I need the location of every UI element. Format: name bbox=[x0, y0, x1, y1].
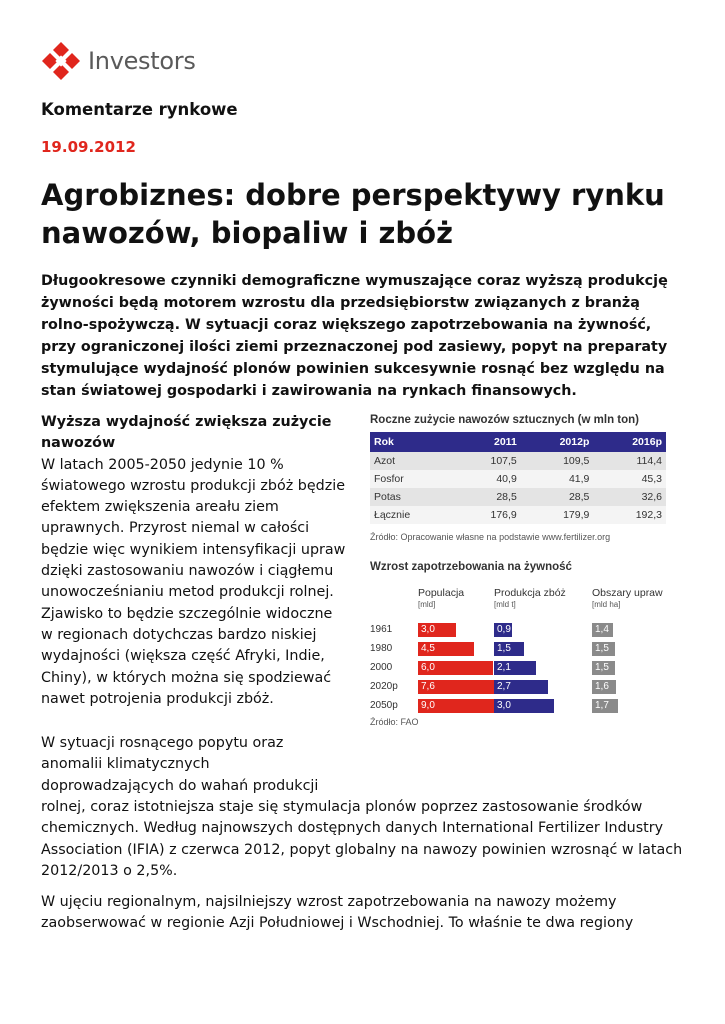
chart-bar: 3,0 bbox=[494, 699, 554, 713]
paragraph-1: W latach 2005-2050 jedynie 10 % światowego wzrostu produkcji zbóż będzie efektem zwiększenia areału ziem uprawnych. Przyrost niemal w całości będzie więc wynikiem intensyfikacji upraw dzięki zastosowaniu nawozów i ciągłemu unowocześnianiu metod produkcji rolnej. Zjawisko to będzie szczególnie widoczne w regionach dotychczas bardzo niskiej wydajności (większa część Afryki, Indie, Chiny), w których można się spodziewać nawet potrojenia produkcji zbóż. bbox=[41, 456, 346, 707]
paragraph-2-start: W sytuacji rosnącego popytu oraz anomalii klimatycznych doprowadzających do wahań produkcji bbox=[41, 735, 319, 794]
category-label: 2050p bbox=[370, 700, 398, 711]
chart-bar: 1,5 bbox=[592, 661, 615, 675]
chart-bar: 7,6 bbox=[418, 680, 513, 694]
table-header-cell: 2012p bbox=[521, 432, 594, 452]
table-cell: 28,5 bbox=[521, 488, 594, 506]
table-header-cell: Rok bbox=[370, 432, 455, 452]
paragraph-3: W ujęciu regionalnym, najsilniejszy wzrost zapotrzebowania na nawozy możemy zaobserwować w regionie Azji Południowej i Wschodniej. To właśnie te dwa regiony bbox=[41, 894, 634, 932]
chart-bar: 3,0 bbox=[418, 623, 456, 637]
table-row bbox=[370, 488, 666, 506]
table-cell: 107,5 bbox=[455, 452, 521, 470]
table-cell: 109,5 bbox=[521, 452, 594, 470]
series-unit: [mld] bbox=[418, 600, 436, 609]
chart-bar: 1,6 bbox=[592, 680, 616, 694]
page-title: Agrobiznes: dobre perspektywy rynku nawozów, biopaliw i zbóż bbox=[41, 178, 665, 250]
lead-paragraph: Długookresowe czynniki demograficzne wymuszające coraz wyższą produkcję żywności będą motorem wzrostu dla przedsiębiorstw związanych z branżą rolno-spożywczą. W sytuacji coraz większego zapotrzebowania na żywność, przy ograniczonej ilości ziemi przeznaczonej pod zasiewy, popyt na preparaty stymulujące wydajność plonów powinien sukcesywnie rosnąć bez względu na stan światowej gospodarki i zawirowania na rynkach finansowych. bbox=[41, 273, 668, 399]
table-title: Roczne zużycie nawozów sztucznych (w mln ton) bbox=[370, 414, 639, 426]
table-cell: 192,3 bbox=[593, 506, 666, 524]
series-name: Produkcja zbóż bbox=[494, 587, 566, 599]
chart-bar: 1,5 bbox=[592, 642, 615, 656]
series-name: Obszary upraw bbox=[592, 587, 663, 599]
table-cell: 32,6 bbox=[593, 488, 666, 506]
fertilizer-table bbox=[370, 432, 666, 524]
table-cell: Fosfor bbox=[370, 470, 455, 488]
chart-bar: 0,9 bbox=[494, 623, 512, 637]
subheading: Wyższa wydajność zwiększa zużycie nawozów bbox=[41, 414, 332, 452]
series-name: Populacja bbox=[418, 587, 465, 599]
chart-bar: 1,5 bbox=[494, 642, 524, 656]
table-cell: 45,3 bbox=[593, 470, 666, 488]
table-cell: 176,9 bbox=[455, 506, 521, 524]
brand-logo bbox=[40, 40, 196, 82]
series-unit: [mld ha] bbox=[592, 600, 621, 609]
table-cell: Łącznie bbox=[370, 506, 455, 524]
table-header-cell: 2011 bbox=[455, 432, 521, 452]
chart-bar: 1,7 bbox=[592, 699, 618, 713]
category-label: 2020p bbox=[370, 681, 398, 692]
series-header bbox=[494, 587, 566, 611]
table-header-row bbox=[370, 432, 666, 452]
table-cell: Potas bbox=[370, 488, 455, 506]
body-column bbox=[41, 412, 346, 710]
food-demand-chart bbox=[370, 587, 670, 727]
table-source: Źródło: Opracowanie własne na podstawie www.fertilizer.org bbox=[370, 532, 611, 542]
chart-bar: 6,0 bbox=[418, 661, 493, 675]
chart-bar: 4,5 bbox=[418, 642, 474, 656]
table-row bbox=[370, 470, 666, 488]
table-cell: 28,5 bbox=[455, 488, 521, 506]
table-header-cell: 2016p bbox=[593, 432, 666, 452]
chart-bar: 9,0 bbox=[418, 699, 531, 713]
figure-panel bbox=[370, 414, 670, 727]
chart-bar: 2,7 bbox=[494, 680, 548, 694]
category-label: 2000 bbox=[370, 662, 393, 673]
table-cell: 41,9 bbox=[521, 470, 594, 488]
investors-logo-icon bbox=[40, 40, 82, 82]
publication-date: 19.09.2012 bbox=[41, 138, 136, 156]
table-cell: 179,9 bbox=[521, 506, 594, 524]
table-cell: 114,4 bbox=[593, 452, 666, 470]
table-cell: Azot bbox=[370, 452, 455, 470]
series-header bbox=[418, 587, 464, 611]
chart-source: Źródło: FAO bbox=[370, 717, 419, 727]
category-label: 1980 bbox=[370, 643, 393, 654]
chart-bar: 1,4 bbox=[592, 623, 613, 637]
chart-bar: 2,1 bbox=[494, 661, 536, 675]
table-row bbox=[370, 452, 666, 470]
section-label: Komentarze rynkowe bbox=[41, 100, 238, 119]
brand-name: Investors bbox=[88, 47, 196, 75]
table-cell: 40,9 bbox=[455, 470, 521, 488]
category-label: 1961 bbox=[370, 624, 393, 635]
paragraph-2-end: rolnej, coraz istotniejsza staje się stymulacja plonów poprzez zastosowanie środków chemicznych. Według najnowszych dostępnych danych International Fertilizer Industry Association (IFIA) z czerwca 2012, popyt globalny na nawozy powinien wzrosnąć w latach 2012/2013 o 2,5%. bbox=[41, 799, 683, 879]
chart-title: Wzrost zapotrzebowania na żywność bbox=[370, 561, 572, 573]
table-row bbox=[370, 506, 666, 524]
series-header bbox=[592, 587, 663, 611]
series-unit: [mld t] bbox=[494, 600, 516, 609]
